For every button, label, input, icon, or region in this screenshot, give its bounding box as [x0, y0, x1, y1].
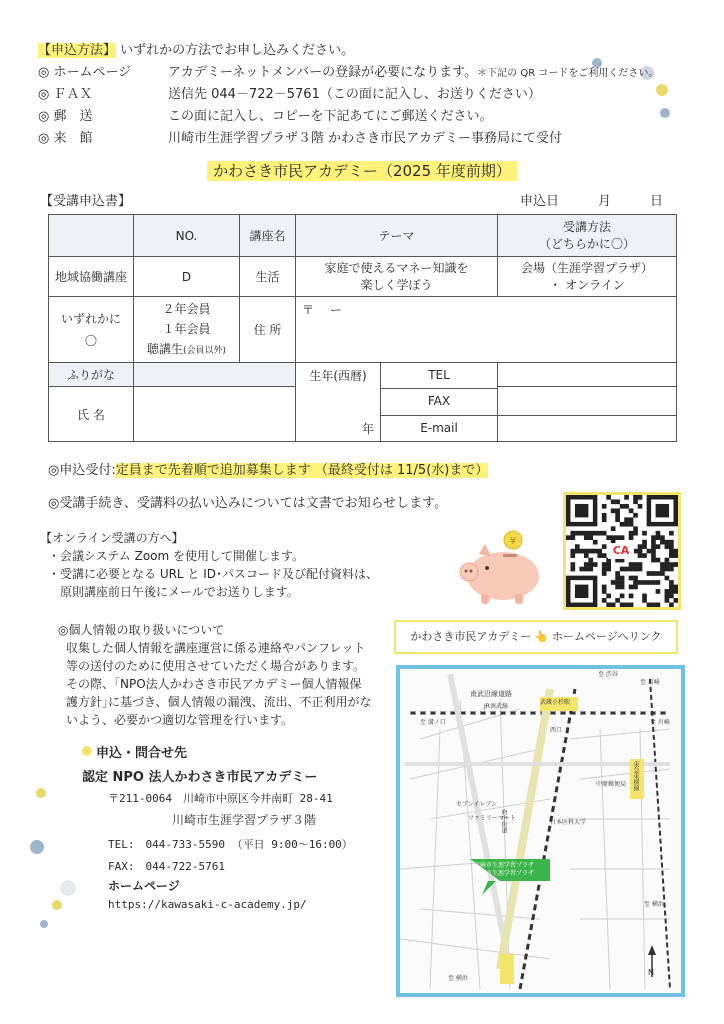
header-theme: テーマ — [296, 215, 498, 257]
access-map — [396, 665, 685, 997]
contact-fax: FAX: 044-722-5761 — [108, 860, 225, 873]
map-label-shibuya: 至 渋谷 — [598, 671, 618, 678]
member-type-choice[interactable] — [134, 297, 240, 363]
bullet-dot — [82, 746, 92, 756]
header-blank — [49, 215, 134, 257]
online-line: ・受講に必要となる URL と ID･パスコード及び配付資料は、 — [48, 567, 379, 581]
form-heading: 【受講申込書】 — [40, 194, 132, 209]
birth-year-field[interactable] — [296, 363, 381, 441]
map-label-nambu-road: 南武沿線道路 — [470, 690, 512, 698]
qr-badge: CA — [608, 543, 634, 559]
decor-dot — [36, 788, 46, 798]
map-label-familymart: ファミリーマート — [468, 815, 516, 822]
privacy-line: いよう、必要かつ適切な管理を行います。 — [66, 713, 294, 727]
tel-label: TEL — [381, 363, 497, 389]
deadline-line — [48, 462, 488, 480]
member-1year[interactable]: １年会員 — [162, 321, 211, 336]
map-label-mizonokuchi: 至 溝ノ口 — [420, 719, 446, 726]
map-label-hospital: 日本医科大学 — [550, 819, 587, 826]
map-label-seven-eleven: セブンイレブン — [456, 801, 498, 808]
decor-dot — [60, 880, 76, 896]
piggy-bank-icon — [455, 524, 550, 609]
title-wrap — [0, 160, 724, 181]
fax-label: FAX — [381, 389, 497, 415]
decor-dot — [30, 840, 44, 854]
decor-dot — [656, 84, 668, 96]
email-field[interactable] — [498, 416, 677, 442]
name-field[interactable] — [134, 387, 296, 442]
birth-label: 生年(西暦) — [309, 369, 367, 383]
fax-field[interactable] — [498, 387, 677, 416]
header-method: 受講方法 （どちらかに〇） — [498, 215, 677, 257]
map-label-musashi-kosugi: 武蔵小杉駅 — [540, 699, 571, 706]
contact-org: 認定 NPO 法人かわさき市民アカデミー — [82, 770, 318, 785]
year-label: 年 — [361, 422, 374, 436]
contact-labels — [381, 363, 497, 441]
map-label-nishi: 西口 — [550, 727, 563, 734]
method-visit: ◎ 来 館 川崎市生涯学習プラザ３階 かわさき市民アカデミー事務局にて受付 — [38, 131, 563, 146]
page-title: かわさき市民アカデミー（2025 年度前期） — [207, 161, 517, 181]
contact-address1: 〒211-0064 川崎市中原区今井南町 28-41 — [108, 792, 333, 805]
address-label: 住 所 — [240, 297, 296, 363]
online-line: ・会議システム Zoom を使用して開催します。 — [48, 549, 305, 563]
notice-text: ◎受講手続き、受講料の払い込みについては文書でお知らせします。 — [48, 496, 448, 511]
furigana-field[interactable] — [134, 363, 296, 387]
method-choice-field[interactable]: 会場（生涯学習プラザ） ・ オンライン — [498, 257, 677, 297]
privacy-heading: ◎個人情報の取り扱いについて — [58, 623, 225, 637]
deadline-prefix: ◎申込受付: — [48, 463, 116, 478]
svg-text:¥: ¥ — [509, 536, 517, 547]
contact-address2: 川崎市生涯学習プラザ３階 — [172, 813, 317, 827]
north-icon: N — [648, 968, 654, 977]
map-label-post-office: 中原郵便局 — [596, 781, 627, 788]
header-no: NO. — [134, 215, 240, 257]
map-label-kawasaki-top: 至 川崎 — [640, 679, 660, 686]
map-label-toyoko: 東急東横線 — [632, 761, 639, 791]
privacy-line: 収集した個人情報を講座運営に係る連絡やパンフレット — [66, 641, 366, 655]
contact-tel: TEL: 044-733-5590 （平日 9:00～16:00） — [108, 838, 353, 851]
apply-tag: 【申込方法】 — [38, 43, 117, 58]
map-graphic — [400, 669, 681, 993]
apply-date: 申込日 月 日 — [520, 194, 664, 209]
course-no: D — [134, 257, 240, 297]
email-label: E-mail — [420, 420, 458, 435]
privacy-line: 護方針｣に基づき、個人情報の漏洩、流出、不正利用がな — [66, 695, 372, 709]
map-label-yokohama-right: 至 横浜 — [644, 901, 664, 908]
contact-url[interactable]: https://kawasaki-c-academy.jp/ — [108, 898, 307, 911]
method-homepage: ◎ ホームページ アカデミーネットメンバーの登録が必要になります。＊下記の QR コードをご利用ください。 — [38, 65, 659, 80]
name-label: 氏 名 — [49, 387, 134, 442]
apply-intro-line — [38, 42, 354, 60]
deadline-text: 定員まで先着順で追加募集します （最終受付は 11/5(水)まで） — [115, 463, 489, 478]
privacy-line: その際、｢NPO法人かわさき市民アカデミー個人情報保 — [66, 677, 362, 691]
member-choose-label: いずれかに 〇 — [49, 297, 134, 363]
birth-contact-cell — [296, 363, 498, 442]
apply-intro: いずれかの方法でお申し込みください。 — [120, 43, 355, 58]
course-theme: 家庭で使えるマネー知識を 楽しく学ぼう — [296, 257, 498, 297]
decor-dot — [40, 920, 48, 928]
method-fax: ◎ ＦＡＸ 送信先 044－722－5761（この面に記入し、お送りください） — [38, 87, 541, 102]
application-form-table — [48, 214, 677, 442]
contact-hp-label: ホームページ — [108, 879, 180, 893]
decor-dot — [660, 108, 670, 118]
homepage-link[interactable]: かわさき市民アカデミー 👆 ホームページへリンク — [394, 620, 678, 654]
map-label-nambu-line: JR南武線 — [484, 703, 508, 710]
qr-code[interactable] — [563, 492, 681, 610]
member-auditor[interactable]: 聴講生(会員以外) — [146, 341, 227, 356]
course-category: 地域協働講座 — [49, 257, 134, 297]
online-heading: 【オンライン受講の方へ】 — [40, 531, 184, 545]
contact-heading: 申込・問合せ先 — [96, 746, 188, 761]
address-field[interactable]: 〒 ー — [296, 297, 677, 363]
decor-dot — [52, 900, 62, 910]
furigana-label: ふりがな — [49, 363, 134, 387]
map-label-plaza: 川崎市生涯学習プラザ 川崎市生涯学習プラザ — [474, 862, 535, 877]
method-mail: ◎ 郵 送 この面に記入し、コピーを下記あてにご郵送ください。 — [38, 109, 493, 124]
privacy-line: 等の送付のために使用させていただく場合があります。 — [66, 659, 366, 673]
course-name: 生活 — [240, 257, 296, 297]
map-label-fuchu: 府中街道 — [500, 809, 507, 833]
tel-field[interactable] — [498, 363, 677, 387]
member-2year[interactable]: ２年会員 — [162, 301, 211, 316]
header-course: 講座名 — [240, 215, 296, 257]
online-line: 原則講座前日午後にメールでお送りします。 — [48, 585, 299, 599]
map-label-yokohama-bottom: 至 横浜 — [448, 975, 468, 982]
map-label-kawasaki-mid: 至 川崎 — [650, 719, 670, 726]
